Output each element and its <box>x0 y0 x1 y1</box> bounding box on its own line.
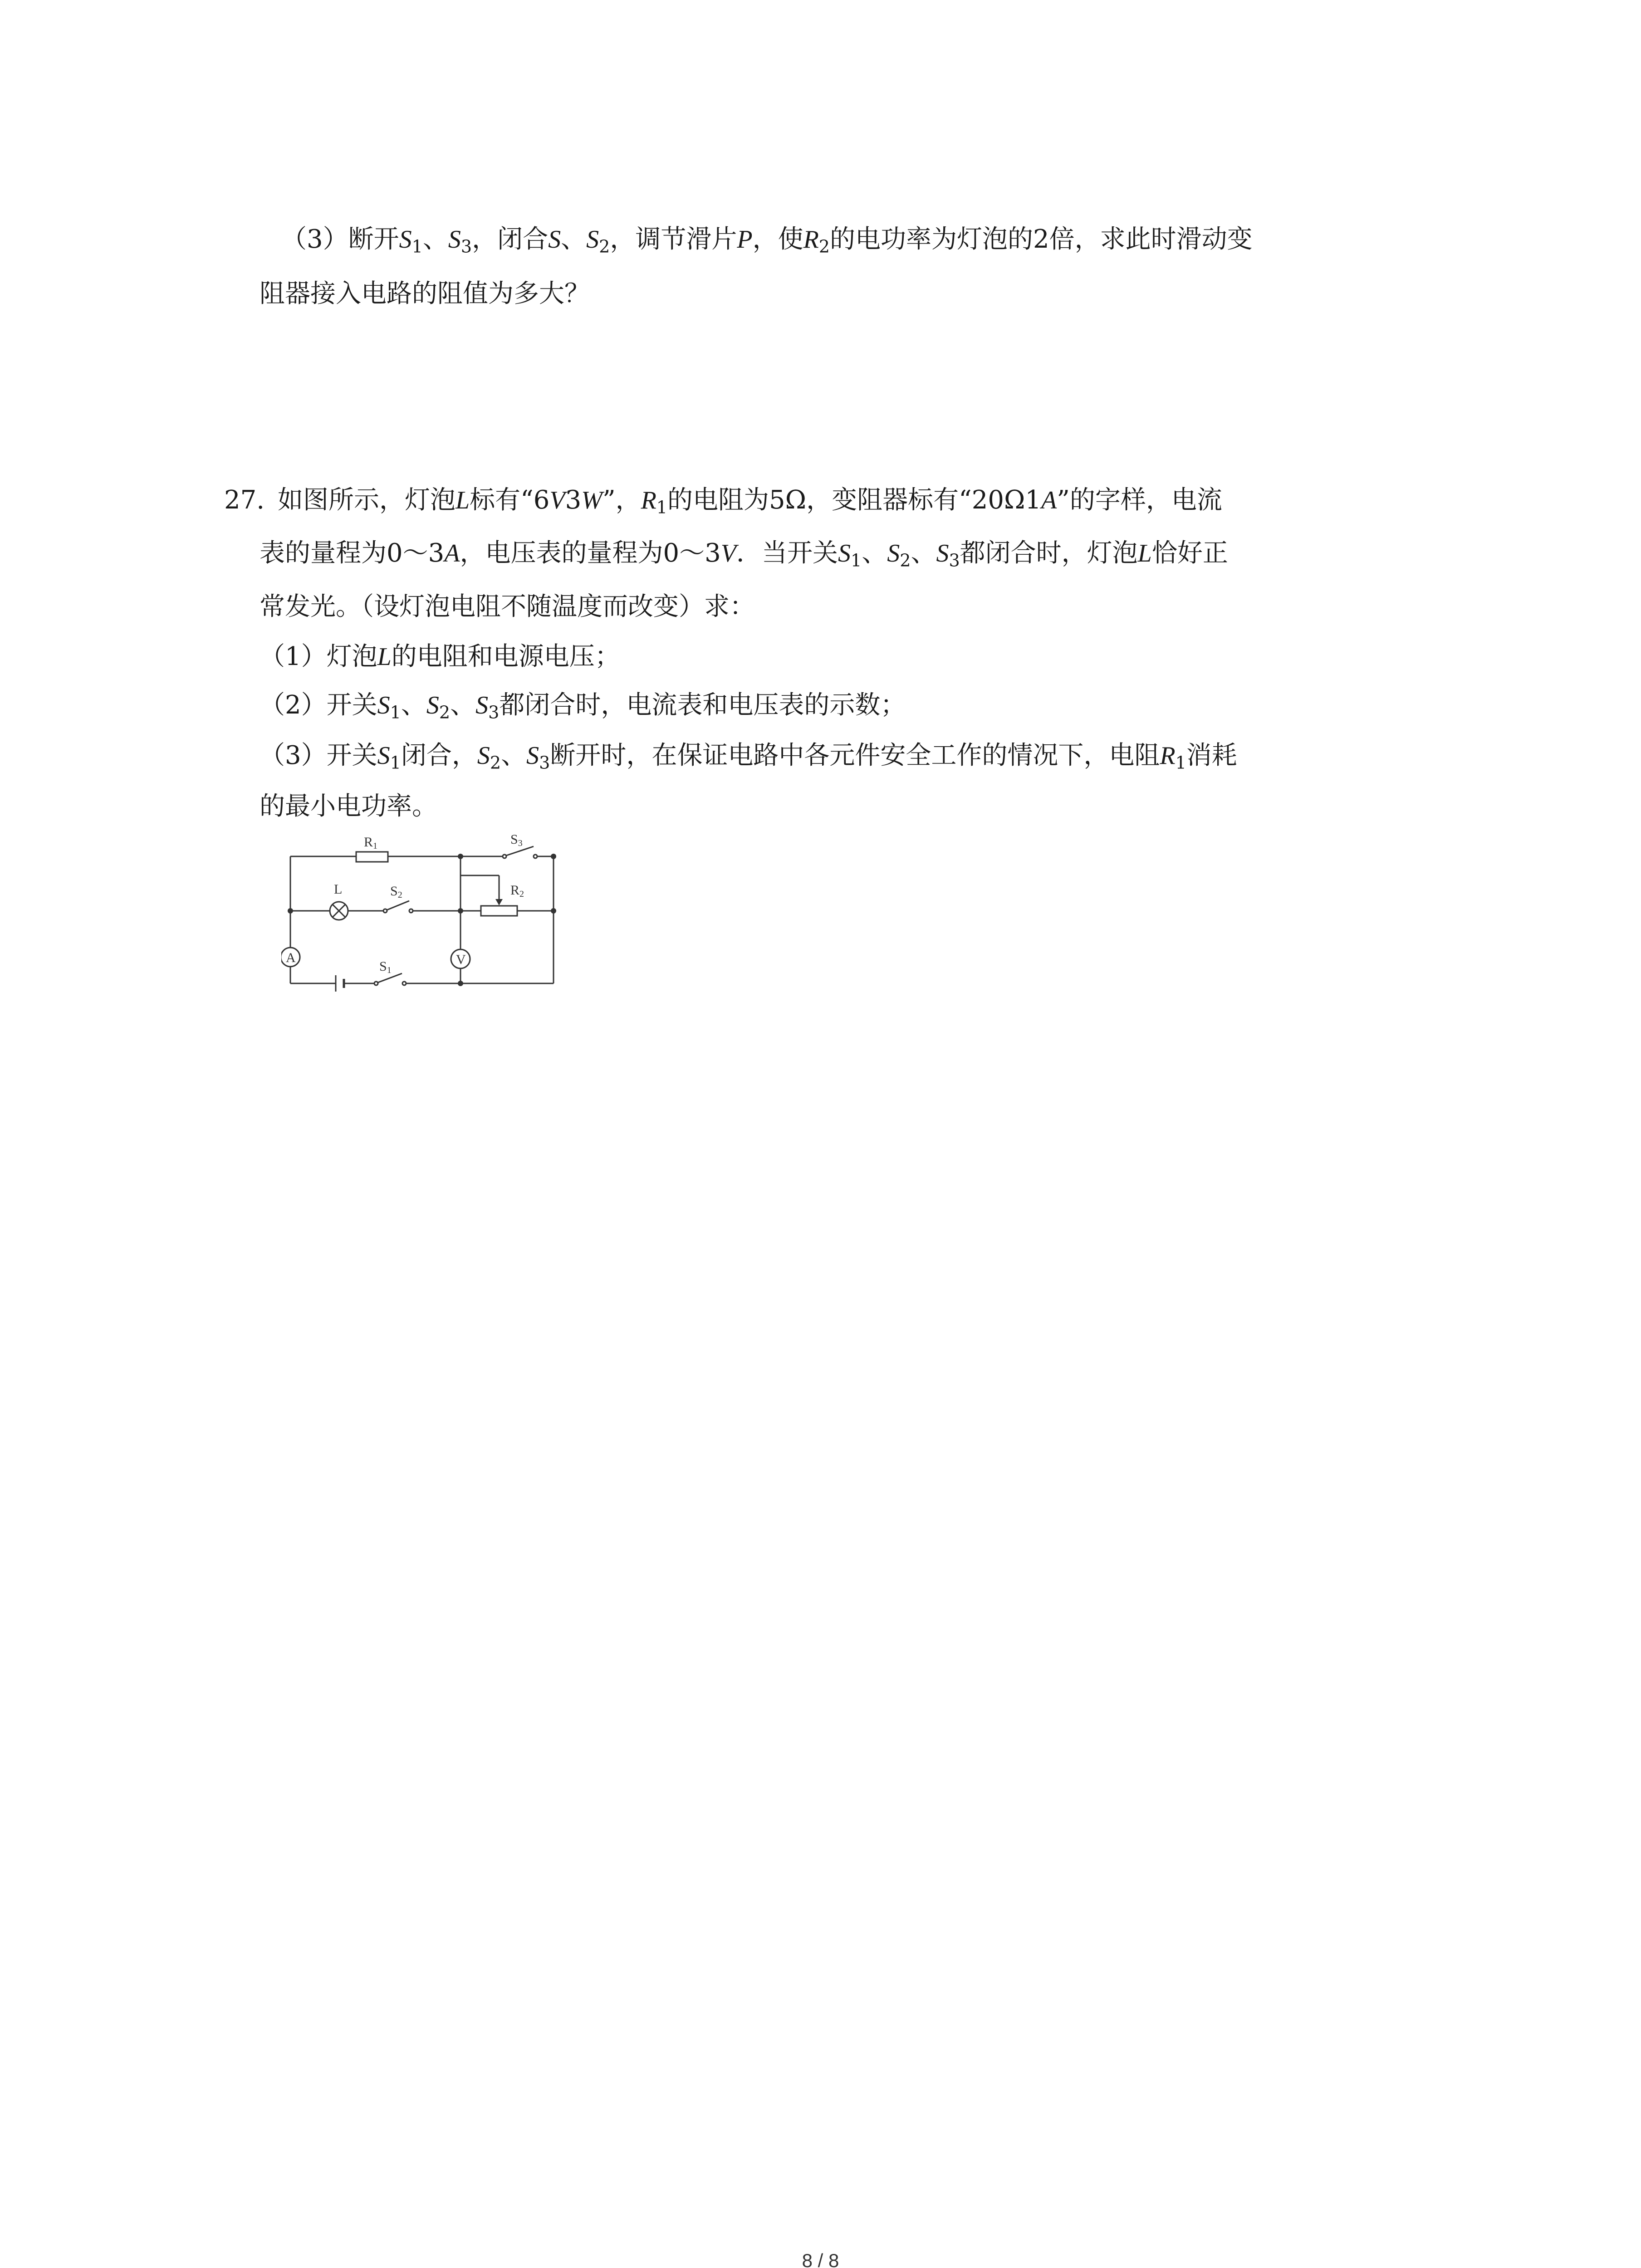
voltmeter-icon <box>451 949 470 968</box>
ammeter-icon <box>281 948 300 967</box>
circuit-diagram <box>281 835 563 998</box>
s3-label: S3 <box>510 835 523 848</box>
q27-part2: （2）开关$S_1$、$S_2$、$S_3$都闭合时，电流表和电压表的示数； <box>260 690 906 723</box>
lamp-icon <box>330 902 348 920</box>
slider-arrow-icon <box>495 899 503 905</box>
svg-text:V: V <box>456 952 466 967</box>
s2-label: S2 <box>390 884 402 900</box>
battery-icon <box>336 975 344 992</box>
resistor-r1 <box>356 852 388 862</box>
page-number: 8 / 8 <box>802 2250 839 2268</box>
s1-label: S1 <box>379 959 392 975</box>
r2-label: R2 <box>510 883 524 899</box>
q27-line2: 表的量程为0～3A，电压表的量程为0～3V．当开关$S_1$、$S_2$、$S_3$都闭合时，灯泡L恰好正 <box>260 538 1228 571</box>
q27-line1: 如图所示，灯泡L标有“6V3W”，$R_1$的电阻为5Ω，变阻器标有“20Ω1A”的字样，电流 <box>278 485 1222 518</box>
r1-label: R1 <box>364 835 378 851</box>
q27-part3-line2: 的最小电功率。 <box>260 792 437 821</box>
q27-part1: （1）灯泡L的电阻和电源电压； <box>260 642 620 671</box>
q27-part3: （3）开关$S_1$闭合，$S_2$、$S_3$断开时，在保证电路中各元件安全工作的情况下，电阻$R_1$消耗 <box>260 741 1237 773</box>
prev-part3-line1: （3）断开$S_1$、$S_3$，闭合S、$S_2$，调节滑片P，使$R_2$的电功率为灯泡的2倍，求此时滑动变 <box>281 225 1253 257</box>
prev-part3-line2: 阻器接入电路的阻值为多大？ <box>260 279 590 308</box>
rheostat-r2 <box>481 906 517 916</box>
switch-s2 <box>383 901 413 913</box>
lamp-label: L <box>334 882 343 897</box>
q27-line3: 常发光。（设灯泡电阻不随温度而改变）求： <box>260 592 755 621</box>
svg-text:A: A <box>286 950 296 965</box>
question-number: 27. <box>224 485 265 515</box>
junction-dots <box>288 854 556 986</box>
